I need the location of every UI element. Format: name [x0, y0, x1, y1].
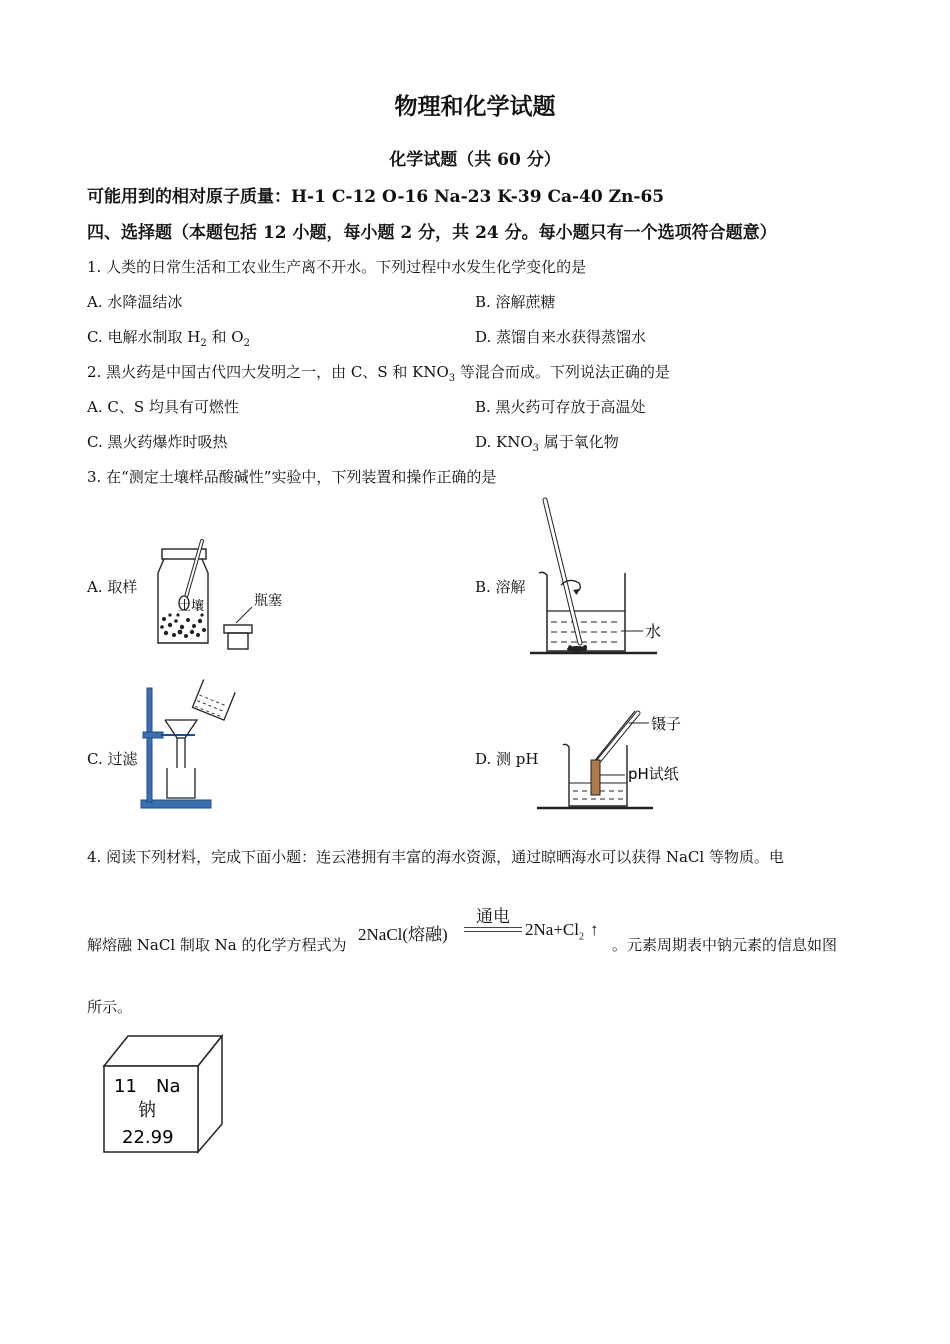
- q3-option-c: C. 过滤: [87, 750, 138, 768]
- section-heading: 四、选择题（本题包括 12 小题，每小题 2 分，共 24 分。每小题只有一个选项符合题意）: [87, 223, 777, 243]
- figure-filtration: [135, 680, 255, 815]
- q2-stem: 2. 黑火药是中国古代四大发明之一，由 C、S 和 $KNO_3$ 等混合而成。下列说法正确的是: [87, 363, 670, 384]
- q4-line2-pre: 解熔融 NaCl 制取 Na 的化学方程式为: [87, 936, 347, 954]
- q3-option-a: A. 取样: [87, 578, 138, 596]
- q4-line1: 4. 阅读下列材料，完成下面小题：连云港拥有丰富的海水资源，通过晾晒海水可以获得 NaCl 等物质。电: [87, 848, 784, 866]
- atomic-masses: 可能用到的相对原子质量：H-1 C-12 O-16 Na-23 K-39 Ca-40 Zn-65: [87, 187, 665, 207]
- q4-line3: 所示。: [87, 998, 133, 1016]
- equation-left: 2NaCl(熔融): [358, 925, 448, 944]
- label-water: 水: [645, 622, 662, 641]
- label-soil: 土壤: [178, 599, 205, 614]
- q4-line2-post: 。元素周期表中钠元素的信息如图: [612, 936, 838, 954]
- element-atomic-mass: 22.99: [122, 1127, 174, 1148]
- section-subtitle: 化学试题（共 60 分）: [389, 150, 561, 170]
- figure-dissolving-beaker: [525, 495, 675, 660]
- element-atomic-number: 11: [114, 1076, 137, 1097]
- q2-option-c: C. 黑火药爆炸时吸热: [87, 433, 228, 451]
- equation-right: $2Na+Cl_2$ ↑: [525, 920, 599, 943]
- q2-option-d: D. $KNO_3$ 属于氧化物: [475, 433, 619, 454]
- figure-sampling-jar: [150, 535, 300, 655]
- label-tweezers: 镊子: [651, 715, 682, 733]
- label-ph-paper: pH试纸: [628, 765, 679, 783]
- equation-condition: 通电: [476, 907, 510, 927]
- equation-equals-sign: [464, 927, 522, 932]
- element-symbol: Na: [156, 1076, 181, 1097]
- q1-option-b: B. 溶解蔗糖: [475, 293, 556, 311]
- figure-ph-test: [535, 705, 695, 815]
- q1-stem: 1. 人类的日常生活和工农业生产离不开水。下列过程中水发生化学变化的是: [87, 258, 587, 276]
- page-title: 物理和化学试题: [394, 93, 556, 120]
- q3-option-d: D. 测 pH: [475, 750, 539, 768]
- q1-option-c: C. 电解水制取 $H_2$ 和 $O_2$: [87, 328, 250, 349]
- q1-option-d: D. 蒸馏自来水获得蒸馏水: [475, 328, 647, 346]
- q2-option-a: A. C、S 均具有可燃性: [87, 398, 239, 416]
- element-name: 钠: [138, 1100, 156, 1121]
- q3-option-b: B. 溶解: [475, 578, 526, 596]
- element-cell-sodium: [100, 1032, 230, 1157]
- q1-option-a: A. 水降温结冰: [87, 293, 183, 311]
- q3-stem: 3. 在“测定土壤样品酸碱性”实验中，下列装置和操作正确的是: [87, 468, 497, 486]
- q2-option-b: B. 黑火药可存放于高温处: [475, 398, 646, 416]
- label-stopper: 瓶塞: [254, 593, 282, 609]
